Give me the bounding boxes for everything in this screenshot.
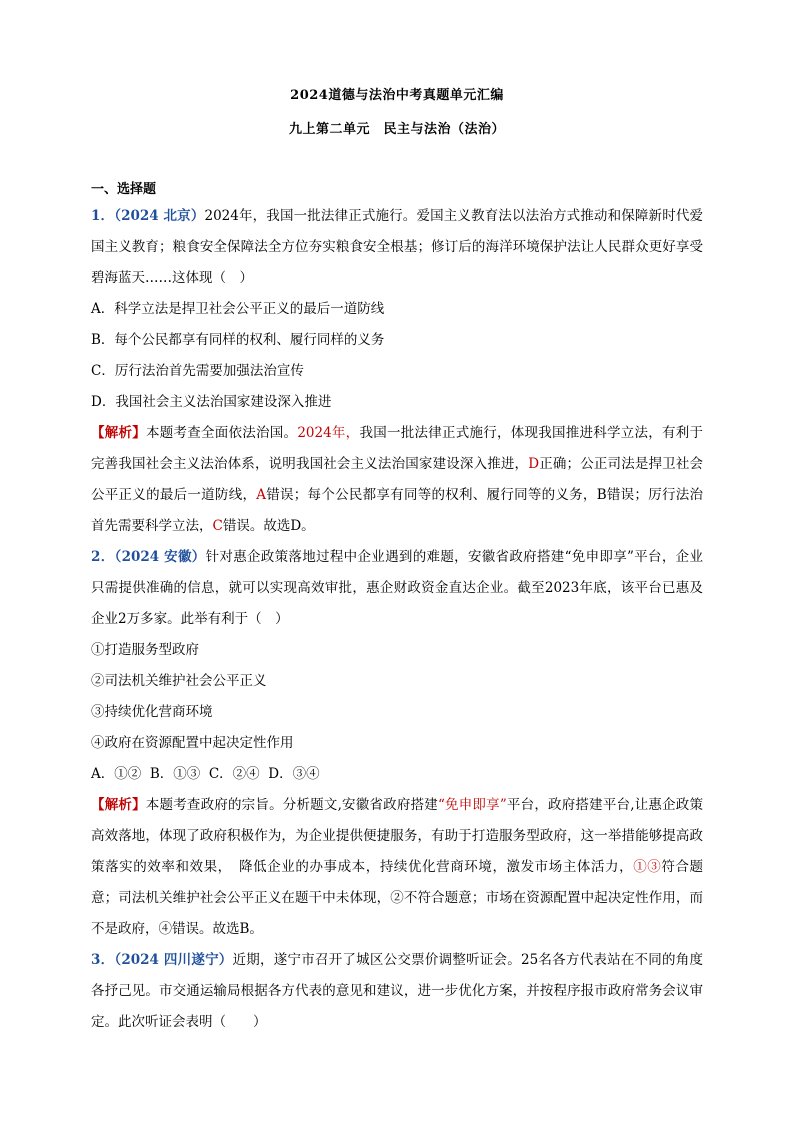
question-2-source: 2．（2024 安徽） [91,549,206,565]
analysis-text: 我国一批法律正式施行，体现我国推进科学立法，有利于完善我国社会主义法治体系，说明我国社会主义法治国家建设深入推进， [91,425,704,472]
question-2-item-3: ③持续优化营商环境 [91,704,213,720]
page-subtitle: 九上第二单元 民主与法治（法治） [288,122,505,137]
analysis-text: 错误；每个公民都享有同等的权利、履行同等的义务，B错误；厉行法治首先需要科学立法， [91,487,704,534]
question-1-stem [91,201,703,294]
question-1-text: 2024年，我国一批法律正式施行。爱国主义教育法以法治方式推动和保障新时代爱国主义教育；粮食安全保障法全方位夯实粮食安全根基；修订后的海洋环境保护法让人民群众更好享受碧海蓝天……这体现（ ） [91,208,703,286]
question-1-analysis [91,418,703,542]
analysis-text: 本题考查政府的宗旨。分析题文,安徽省政府搭建 [145,797,438,813]
question-2-item-4: ④政府在资源配置中起决定性作用 [91,735,294,751]
analysis-text: 正确；公正司法是捍卫社会公平正义的最后一道防线， [91,456,704,503]
question-1-option-c: C．厉行法治首先需要加强法治宣传 [91,363,304,379]
question-1-source: 1．（2024 北京） [91,208,205,224]
analysis-label: 【解析】 [91,797,146,813]
question-2-text: 针对惠企政策落地过程中企业遇到的难题，安徽省政府搭建“免申即享”平台，企业只需提供准确的信息，就可以实现高效审批，惠企财政资金直达企业。截至2023年底，该平台已惠及企业2万多家。此举有利于（ ） [91,549,703,627]
analysis-text: 平台，政府搭建平台,让惠企政策高效落地，体现了政府积极作为，为企业提供便捷服务，有助于打造服务型政府，这一举措能够提高政策落实的效率和效果， 降低企业的办事成本，持续优化营商环境，激发市场主体活力， [91,797,703,875]
question-1-option-d: D．我国社会主义法治国家建设深入推进 [91,394,332,410]
analysis-label: 【解析】 [91,425,147,441]
section-heading: 一、选择题 [91,182,157,197]
question-1-option-b: B．每个公民都享有同样的权利、履行同样的义务 [91,332,385,348]
content-body [91,201,703,1038]
analysis-highlight: D [528,456,540,472]
question-3-text: 近期，遂宁市召开了城区公交票价调整听证会。25名各方代表站在不同的角度各抒己见。市交通运输局根据各方代表的意见和建议，进一步优化方案，并按程序报市政府常务会议审定。此次听证会表明（ ） [91,952,703,1030]
analysis-text: 符合题意；司法机关维护社会公平正义在题干中未体现，②不符合题意；市场在资源配置中起决定性作用，而不是政府，④错误。故选B。 [91,859,704,937]
page-title: 2024道德与法治中考真题单元汇编 [290,88,504,103]
analysis-text: 错误。故选D。 [222,518,315,534]
question-3-source: 3．（2024 四川遂宁） [91,952,233,968]
analysis-highlight: ①③ [633,859,662,875]
analysis-highlight: 2024年， [297,425,360,441]
question-3-stem [91,945,703,1038]
analysis-text: 本题考查全面依法治国。 [146,425,298,441]
question-2-item-2: ②司法机关维护社会公平正义 [91,673,267,689]
question-1-option-a: A．科学立法是捍卫社会公平正义的最后一道防线 [91,301,385,317]
analysis-highlight: “免申即享” [437,797,507,813]
analysis-highlight: A [256,487,266,503]
analysis-highlight: C [212,518,223,534]
question-2-item-1: ①打造服务型政府 [91,642,199,658]
question-2-stem [91,542,703,635]
question-2-analysis [91,790,703,945]
question-2-options: A．①② B．①③ C．②④ D．③④ [91,766,320,782]
